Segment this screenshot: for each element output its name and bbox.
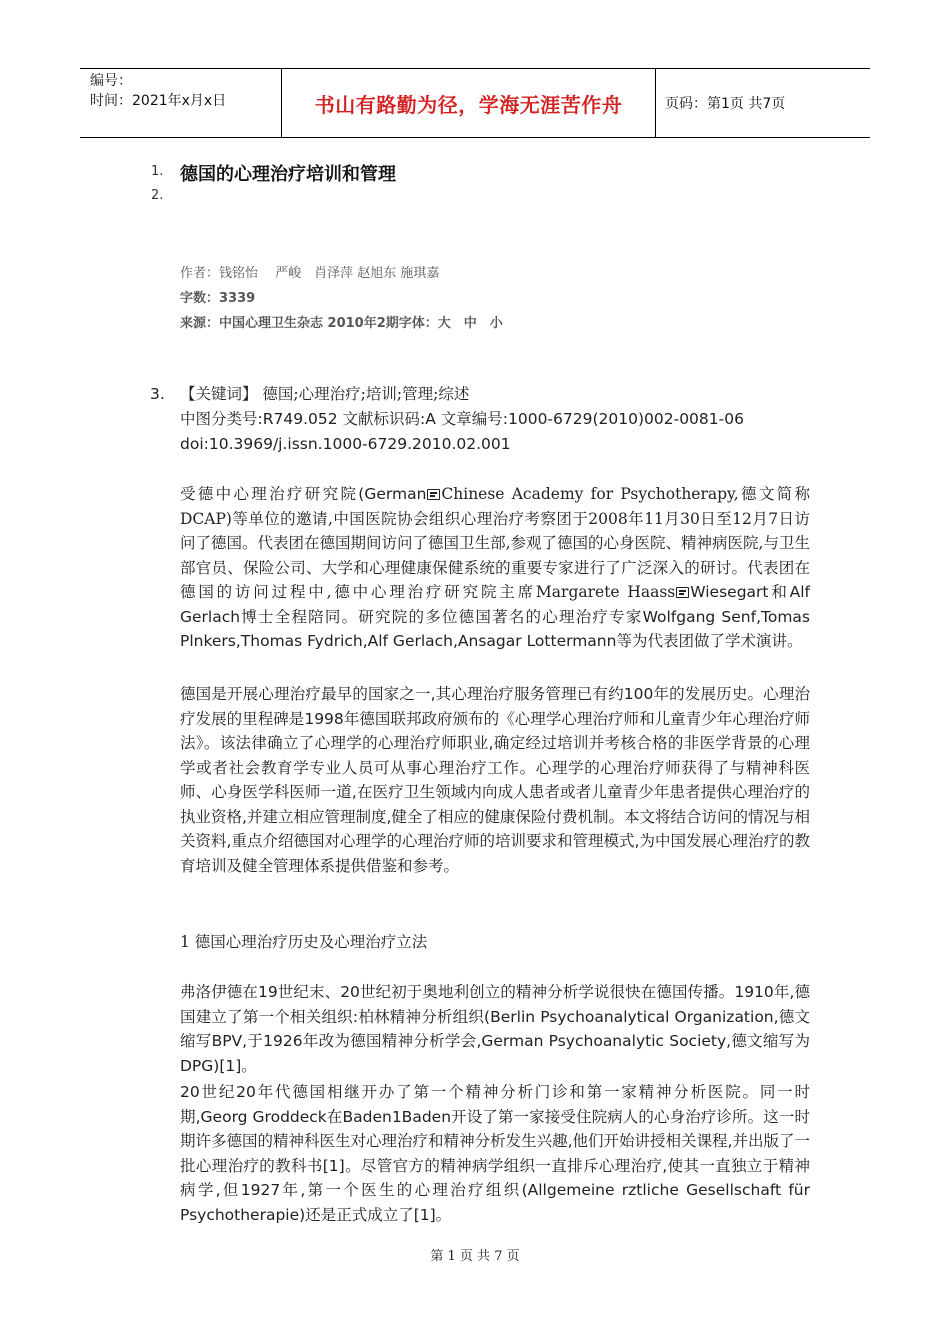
paragraph-intro-part-a: 受德中心理治疗研究院(German xyxy=(180,485,427,503)
section-heading-1: 1 德国心理治疗历史及心理治疗立法 xyxy=(180,933,428,951)
placeholder-glyph-icon xyxy=(676,587,689,598)
page-header xyxy=(80,68,870,138)
outline-number-2: 2. xyxy=(151,188,164,203)
header-number-label: 编号： xyxy=(90,73,132,89)
placeholder-glyph-icon xyxy=(427,489,440,500)
header-time-label: 时间：2021年x月x日 xyxy=(90,93,227,109)
outline-number-3: 3. xyxy=(150,385,165,403)
meta-authors: 作者：钱铭怡 严峻 肖泽萍 赵旭东 施琪嘉 xyxy=(180,266,440,281)
paragraph-history-2: 20世纪20年代德国相继开办了第一个精神分析门诊和第一家精神分析医院。同一时期,Georg Groddeck在Baden1Baden开设了第一家接受住院病人的心身治疗诊所。这一时期许多德国的精神科医生对心理治疗和精神分析发生兴趣,他们开始讲授相关课程,并出版了一批心理治疗的教科书[1]。尽管官方的精神病学组织一直排斥心理治疗,使其一直独立于精神病学,但1927年,第一个医生的心理治疗组织(Allgemeine rztliche Gesellschaft für Psychotherapie)还是正式成立了[1]。 xyxy=(180,1083,810,1224)
header-motto: 书山有路勤为径，学海无涯苦作舟 xyxy=(282,69,656,137)
header-page-label: 页码：第1页 共7页 xyxy=(665,96,786,112)
classification-line: 中图分类号:R749.052 文献标识码:A 文章编号:1000-6729(2010)002-0081-06 xyxy=(180,410,744,428)
keywords-line: 【关键词】 德国;心理治疗;培训;管理;综述 xyxy=(180,385,470,403)
paragraph-intro-part-b: Chinese Academy for Psychotherapy,德文简称DCAP)等单位的邀请,中国医院协会组织心理治疗考察团于2008年11月30日至12月7日访问了德国。代表团在德国期间访问了德国卫生部,参观了德国的心身医院、精神病医院,与卫生部官员、保险公司、大学和心理健康保健系统的重要专家进行了广泛深入的研讨。代表团在德国的访问过程中,德中心理治疗研究院主席Margarete Haass xyxy=(180,485,810,601)
doi-line: doi:10.3969/j.issn.1000-6729.2010.02.001 xyxy=(180,435,511,453)
paragraph-background: 德国是开展心理治疗最早的国家之一,其心理治疗服务管理已有约100年的发展历史。心理治疗发展的里程碑是1998年德国联邦政府颁布的《心理学心理治疗师和儿童青少年心理治疗师法》。该法律确立了心理学的心理治疗师职业,确定经过培训并考核合格的非医学背景的心理学或者社会教育学专业人员可从事心理治疗工作。心理学的心理治疗师获得了与精神科医师、心身医学科医师一道,在医疗卫生领域内向成人患者或者儿童青少年患者提供心理治疗的执业资格,并建立相应管理制度,健全了相应的健康保险付费机制。本文将结合访问的情况与相关资料,重点介绍德国对心理学的心理治疗师的培训要求和管理模式,为中国发展心理治疗的教育培训及健全管理体系提供借鉴和参考。 xyxy=(180,685,810,875)
paragraph-intro xyxy=(180,482,810,654)
meta-source: 来源：中国心理卫生杂志 2010年2期字体：大 中 小 xyxy=(180,316,503,331)
paragraph-intro-part-c: Wiesegart和Alf Gerlach博士全程陪同。研究院的多位德国著名的心理治疗专家Wolfgang Senf,Tomas Plnkers,Thomas Fydrich,Alf Gerlach,Ansagar Lottermann等为代表团做了学术演讲。 xyxy=(180,583,811,650)
outline-number-1: 1. xyxy=(151,164,164,179)
paragraph-history-1: 弗洛伊德在19世纪末、20世纪初于奥地利创立的精神分析学说很快在德国传播。1910年,德国建立了第一个相关组织:柏林精神分析组织(Berlin Psychoanalytical Organization,德文缩写BPV,于1926年改为德国精神分析学会,German Psychoanalytic Society,德文缩写为DPG)[1]。 xyxy=(180,983,810,1075)
page-title: 德国的心理治疗培训和管理 xyxy=(180,164,396,185)
meta-wordcount: 字数：3339 xyxy=(180,291,256,306)
header-info-cell xyxy=(80,69,282,137)
page-footer: 第 1 页 共 7 页 xyxy=(430,1249,520,1264)
